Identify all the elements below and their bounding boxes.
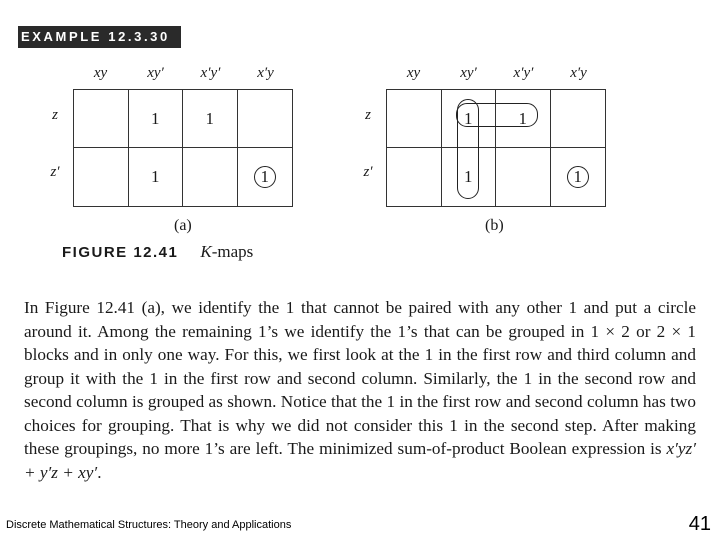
column-label: x′y bbox=[570, 65, 587, 81]
page-number: 41 bbox=[688, 513, 711, 535]
figure-title-rest: -maps bbox=[211, 242, 254, 261]
figure-title bbox=[200, 242, 253, 261]
kmap-cell: 1 bbox=[183, 90, 238, 148]
caption-a: (a) bbox=[174, 217, 192, 234]
kmap-cell: 1 bbox=[442, 148, 497, 206]
kmap-cell bbox=[496, 148, 551, 206]
figure-caption bbox=[62, 242, 253, 262]
kmap-cell bbox=[238, 90, 293, 148]
row-label: z bbox=[365, 107, 371, 123]
column-label: xy′ bbox=[147, 65, 164, 81]
row-label: z′ bbox=[363, 164, 373, 180]
kmap-cell bbox=[238, 148, 293, 206]
kmap-cell bbox=[183, 148, 238, 206]
kmap-cell bbox=[74, 90, 129, 148]
circled-one: 1 bbox=[567, 166, 589, 188]
column-label: xy′ bbox=[460, 65, 477, 81]
figure-title-k: K bbox=[200, 242, 212, 261]
column-label: xy bbox=[93, 65, 108, 81]
kmap-cell bbox=[74, 148, 129, 206]
body-paragraph bbox=[24, 296, 696, 484]
kmap-cell: 1 bbox=[129, 148, 184, 206]
caption-b: (b) bbox=[485, 217, 504, 234]
kmap-cell bbox=[551, 90, 606, 148]
row-label: z bbox=[52, 107, 58, 123]
kmap-cell: 1 bbox=[442, 90, 497, 148]
kmap-cell bbox=[387, 90, 442, 148]
kmap-grid bbox=[73, 89, 293, 207]
example-banner: EXAMPLE 12.3.30 bbox=[18, 26, 181, 48]
vertical-group-loop bbox=[457, 99, 479, 199]
circled-one: 1 bbox=[254, 166, 276, 188]
kmap-cell bbox=[387, 148, 442, 206]
kmap-cell: 1 bbox=[129, 90, 184, 148]
kmap-b bbox=[363, 65, 606, 207]
column-label: x′y′ bbox=[513, 65, 534, 81]
kmap-a bbox=[50, 65, 293, 207]
row-label: z′ bbox=[50, 164, 60, 180]
body-text: In Figure 12.41 (a), we identify the 1 that cannot be paired with any other 1 and put a circle around it. Among the remaining 1’s we identify the 1’s that can be grouped in 1 × 2 or 2 × 1 blocks and in only one way. For this, we first look at the 1 in the first row and third column and group it with the 1 in the first row and second column. Similarly, the 1 in the second row and second column is grouped as shown. Notice that the 1 in the first row and second column has two choices for grouping. That is why we did not consider this 1 in the second step. After making these groupings, no more 1’s are left. The minimized sum-of-product Boolean expression is bbox=[24, 298, 696, 458]
boolean-expression: x′yz′ + y′z + xy′ bbox=[24, 439, 696, 482]
kmap-cell bbox=[551, 148, 606, 206]
kmap-cell: 1 bbox=[496, 90, 551, 148]
footer-course-title: Discrete Mathematical Structures: Theory and Applications bbox=[6, 519, 292, 531]
column-label: x′y′ bbox=[200, 65, 221, 81]
column-label: xy bbox=[406, 65, 421, 81]
column-label: x′y bbox=[257, 65, 274, 81]
figure-label: FIGURE 12.41 bbox=[62, 244, 179, 261]
body-text-end: . bbox=[97, 462, 102, 482]
